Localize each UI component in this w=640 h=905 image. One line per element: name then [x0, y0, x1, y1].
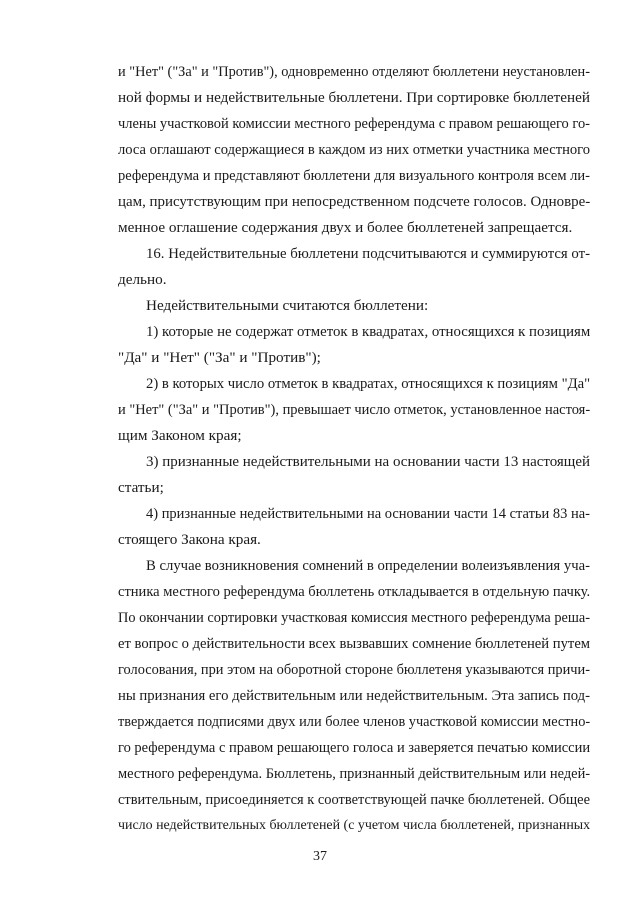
text-line: ны признания его действительным или недействительным. Эта запись под- [118, 688, 590, 704]
text-line: 16. Недействительные бюллетени подсчитываются и суммируются от- [146, 246, 590, 262]
text-line: члены участковой комиссии местного референдума с правом решающего го- [118, 116, 590, 132]
text-line: голосования, при этом на оборотной стороне бюллетеня указываются причи- [118, 662, 590, 678]
text-line: По окончании сортировки участковая комиссия местного референдума реша- [118, 610, 590, 626]
text-line: цам, присутствующим при непосредственном подсчете голосов. Одновре- [118, 194, 591, 210]
text-line: статьи; [118, 479, 164, 496]
text-line: стника местного референдума бюллетень откладывается в отдельную пачку. [118, 584, 591, 600]
text-line: го референдума с правом решающего голоса и заверяется печатью комиссии [118, 740, 591, 756]
text-line: референдума и представляют бюллетени для визуального контроля всем ли- [118, 168, 590, 184]
text-line: ной формы и недействительные бюллетени. При сортировке бюллетеней [118, 89, 590, 106]
text-line: ет вопрос о действительности всех вызвавших сомнение бюллетеней путем [118, 636, 591, 652]
text-line: 3) признанные недействительными на основании части 13 настоящей [146, 454, 590, 470]
text-line: и "Нет" ("За" и "Против"), превышает число отметок, установленное настоя- [118, 402, 591, 418]
text-line: лоса оглашают содержащиеся в каждом из них отметки участника местного [118, 142, 591, 158]
text-line: Недействительными считаются бюллетени: [146, 297, 429, 314]
page-number: 37 [313, 849, 327, 864]
text-line: дельно. [118, 271, 167, 288]
text-line: 2) в которых число отметок в квадратах, относящихся к позициям "Да" [146, 376, 591, 392]
text-line: местного референдума. Бюллетень, признанный действительным или недей- [118, 766, 591, 782]
text-line: щим Законом края; [118, 427, 242, 444]
text-line: "Да" и "Нет" ("За" и "Против"); [118, 349, 321, 366]
text-line: 1) которые не содержат отметок в квадратах, относящихся к позициям [146, 324, 591, 340]
document-body [118, 59, 590, 839]
text-line: В случае возникновения сомнений в определении волеизъявления уча- [146, 558, 590, 574]
text-line: 4) признанные недействительными на основании части 14 статьи 83 на- [146, 506, 590, 522]
text-line: и "Нет" ("За" и "Против"), одновременно отделяют бюллетени неустановлен- [118, 64, 590, 80]
text-line: стоящего Закона края. [118, 531, 261, 548]
text-line: число недействительных бюллетеней (с учетом числа бюллетеней, признанных [118, 818, 591, 833]
text-line: ствительным, присоединяется к соответствующей пачке бюллетеней. Общее [118, 792, 590, 808]
text-line: менное оглашение содержания двух и более бюллетеней запрещается. [118, 219, 573, 236]
text-line: тверждается подписями двух или более членов участковой комиссии местно- [118, 714, 591, 730]
